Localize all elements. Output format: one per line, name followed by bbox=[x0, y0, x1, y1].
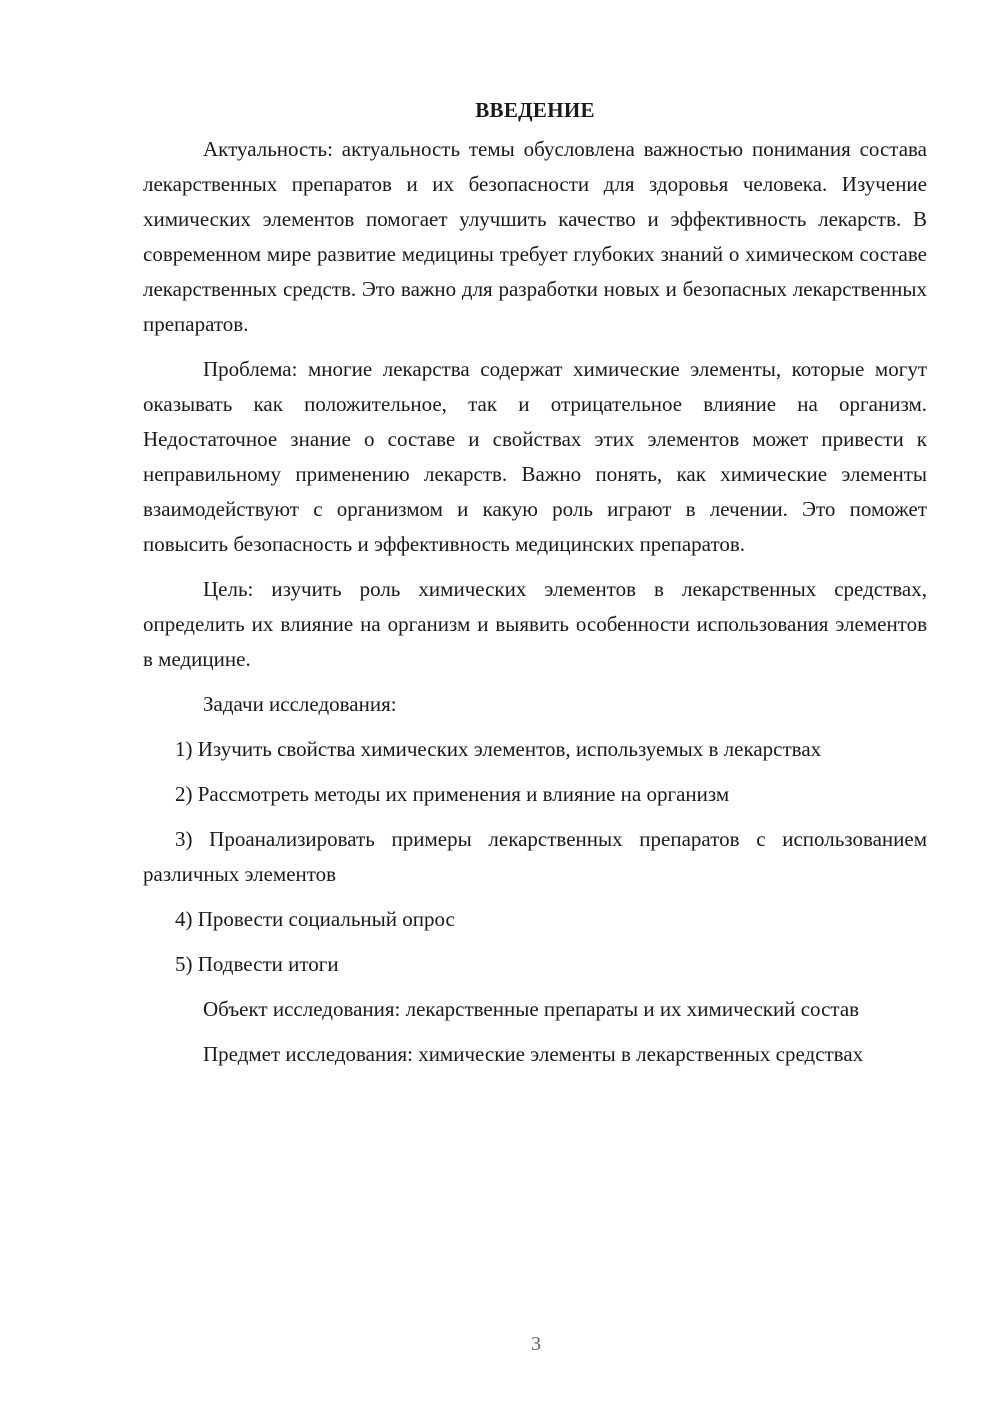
paragraph-research-subject: Предмет исследования: химические элементы в лекарственных средствах bbox=[203, 1042, 864, 1066]
section-heading: ВВЕДЕНИЕ bbox=[475, 98, 595, 122]
task-item-1: 1) Изучить свойства химических элементов, используемых в лекарствах bbox=[175, 737, 822, 761]
paragraph-goal: Цель: изучить роль химических элементов в лекарственных средствах, определить их влияние на организм и выявить особенности использования элементов в медицине. bbox=[143, 577, 927, 671]
task-item-4: 4) Провести социальный опрос bbox=[175, 907, 455, 931]
page-number: 3 bbox=[531, 1333, 541, 1355]
paragraph-tasks-intro: Задачи исследования: bbox=[203, 692, 397, 716]
paragraph-research-object: Объект исследования: лекарственные препараты и их химический состав bbox=[203, 997, 860, 1021]
task-item-3: 3) Проанализировать примеры лекарственных препаратов с использованием различных элементов bbox=[143, 827, 927, 886]
paragraph-problem: Проблема: многие лекарства содержат химические элементы, которые могут оказывать как положительное, так и отрицательное влияние на организм. Недостаточное знание о составе и свойствах этих элементов может привести к неправильному применению лекарств. Важно понять, как химические элементы взаимодействуют с организмом и какую роль играют в лечении. Это поможет повысить безопасность и эффективность медицинских препаратов. bbox=[143, 357, 927, 556]
paragraph-relevance: Актуальность: актуальность темы обусловлена важностью понимания состава лекарственных препаратов и их безопасности для здоровья человека. Изучение химических элементов помогает улучшить качество и эффективность лекарств. В современном мире развитие медицины требует глубоких знаний о химическом составе лекарственных средств. Это важно для разработки новых и безопасных лекарственных препаратов. bbox=[143, 137, 927, 336]
page-content bbox=[143, 93, 927, 1082]
task-item-2: 2) Рассмотреть методы их применения и влияние на организм bbox=[175, 782, 730, 806]
task-item-5: 5) Подвести итоги bbox=[175, 952, 339, 976]
